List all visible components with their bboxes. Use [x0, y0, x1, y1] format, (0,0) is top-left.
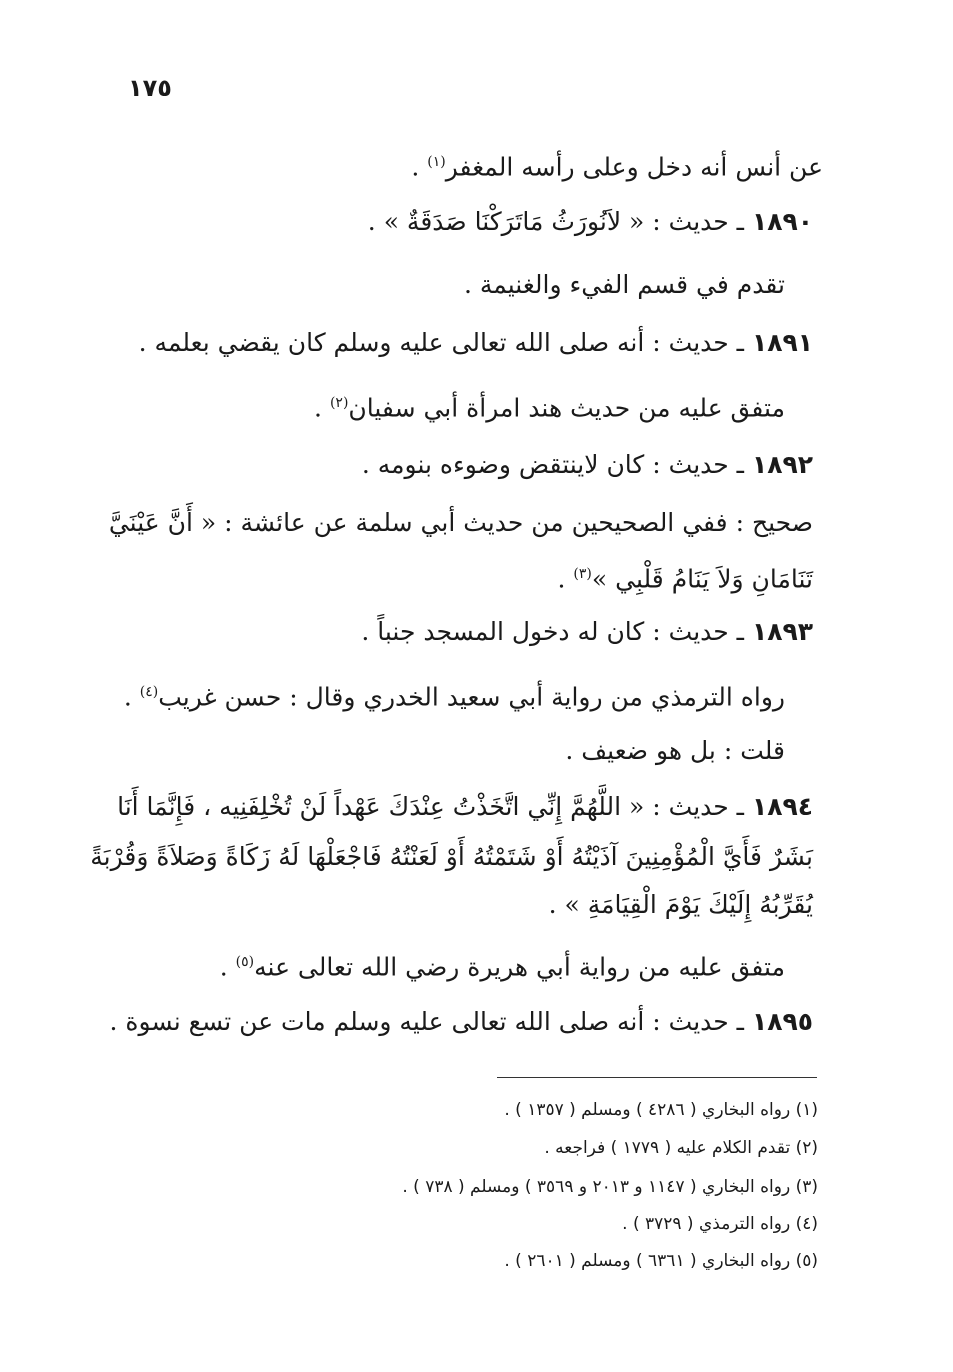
footnote-divider	[497, 1077, 817, 1078]
hadith-text: ـ حديث : « اللَّهُمَّ إِنِّي اتَّخَذْتُ عِنْدَكَ عَهْداً لَنْ تُخْلِفَنِيه ، فَإِنَّمَا أَنَا	[117, 792, 752, 821]
hadith-text: بَشَرٌ فَأَيَّ الْمُؤْمِنِينَ آذَيْتُهُ أَوْ شَتَمْتُهُ أَوْ لَعَنْتُهُ فَاجْعَلْهَا لَهُ زَكَاةً وَصَلاَةً وَقُرْبَةً	[90, 842, 813, 871]
hadith-number: ١٨٩٢	[751, 450, 813, 479]
hadith-number: ١٨٩١	[751, 328, 813, 357]
hadith-1895	[110, 1005, 813, 1039]
text-line-hind	[314, 386, 785, 425]
hadith-1894-cont	[90, 840, 813, 874]
line-text: صحيح : ففي الصحيحين من حديث أبي سلمة عن عائشة : « أَنَّ عَيْنَيَّ	[108, 508, 813, 537]
hadith-1892	[362, 448, 813, 482]
line-text: قلت : بل هو ضعيف .	[565, 736, 785, 765]
line-end: .	[411, 152, 428, 182]
footnote-ref: (٢)	[329, 395, 349, 411]
text-line-sahih	[108, 506, 813, 540]
hadith-1894	[117, 790, 813, 824]
footnote-ref: (٥)	[235, 954, 255, 970]
text-line-fay	[464, 268, 785, 302]
line-end: .	[219, 952, 236, 982]
page-number: ١٧٥	[128, 74, 172, 102]
line-text: رواه الترمذي من رواية أبي سعيد الخدري وقال : حسن غريب	[158, 682, 785, 712]
hadith-text: ـ حديث : « لاَنُورَثُ مَاتَرَكْنَا صَدَقَةٌ » .	[367, 207, 752, 236]
line-text: عن أنس أنه دخل وعلى رأسه المغفر	[445, 152, 823, 182]
hadith-text: ـ حديث : أنه صلى الله تعالى عليه وسلم كان يقضي بعلمه .	[138, 328, 752, 357]
line-end: .	[314, 393, 330, 423]
line-end: .	[557, 564, 574, 594]
hadith-1891	[139, 326, 813, 360]
hadith-number: ١٨٩٤	[751, 792, 813, 821]
line-text: تَنَامَانِ وَلاَ يَنَامُ قَلْبِي »	[591, 564, 813, 594]
hadith-number: ١٨٩٠	[751, 207, 813, 236]
hadith-number: ١٨٩٥	[751, 1007, 813, 1036]
hadith-number: ١٨٩٣	[751, 617, 813, 646]
footnote-ref: (٤)	[139, 684, 159, 700]
line-text: متفق عليه من رواية أبي هريرة رضي الله تعالى عنه	[254, 952, 785, 982]
footnote-ref: (١)	[427, 154, 446, 170]
footnote-1: (١) رواه البخاري ( ٤٢٨٦ ) ومسلم ( ١٣٥٧ ) .	[504, 1100, 818, 1120]
hadith-1893	[361, 615, 813, 649]
hadith-1894-end	[549, 888, 813, 922]
text-line-qultu	[565, 734, 785, 768]
text-line-abu-huraira	[220, 945, 785, 984]
line-end: .	[123, 682, 140, 712]
footnote-ref: (٣)	[573, 566, 592, 582]
text-line-tirmidhi	[124, 675, 785, 714]
hadith-1890	[368, 205, 813, 239]
footnote-4: (٤) رواه الترمذي ( ٣٧٢٩ ) .	[622, 1214, 818, 1234]
footnote-5: (٥) رواه البخاري ( ٦٣٦١ ) ومسلم ( ٢٦٠١ ) .	[504, 1251, 818, 1271]
footnote-2: (٢) تقدم الكلام عليه ( ١٧٧٩ ) فراجعه .	[544, 1138, 818, 1158]
text-line-sahih-cont	[558, 557, 813, 596]
footnote-3: (٣) رواه البخاري ( ١١٤٧ و ٢٠١٣ و ٣٥٦٩ ) ومسلم ( ٧٣٨ ) .	[402, 1177, 818, 1197]
hadith-text: ـ حديث : أنه صلى الله تعالى عليه وسلم مات عن تسع نسوة .	[109, 1007, 752, 1036]
hadith-text: ـ حديث : كان له دخول المسجد جنباً .	[361, 617, 752, 646]
line-text: متفق عليه من حديث هند امرأة أبي سفيان	[348, 393, 785, 423]
hadith-text: يُقَرِّبُهُ إِلَيْكَ يَوْمَ الْقِيَامَةِ » .	[548, 890, 813, 919]
hadith-text: ـ حديث : كان لاينتقض وضوءه بنومه .	[361, 450, 752, 479]
text-line-anas	[411, 145, 823, 184]
line-text: تقدم في قسم الفيء والغنيمة .	[463, 270, 785, 299]
